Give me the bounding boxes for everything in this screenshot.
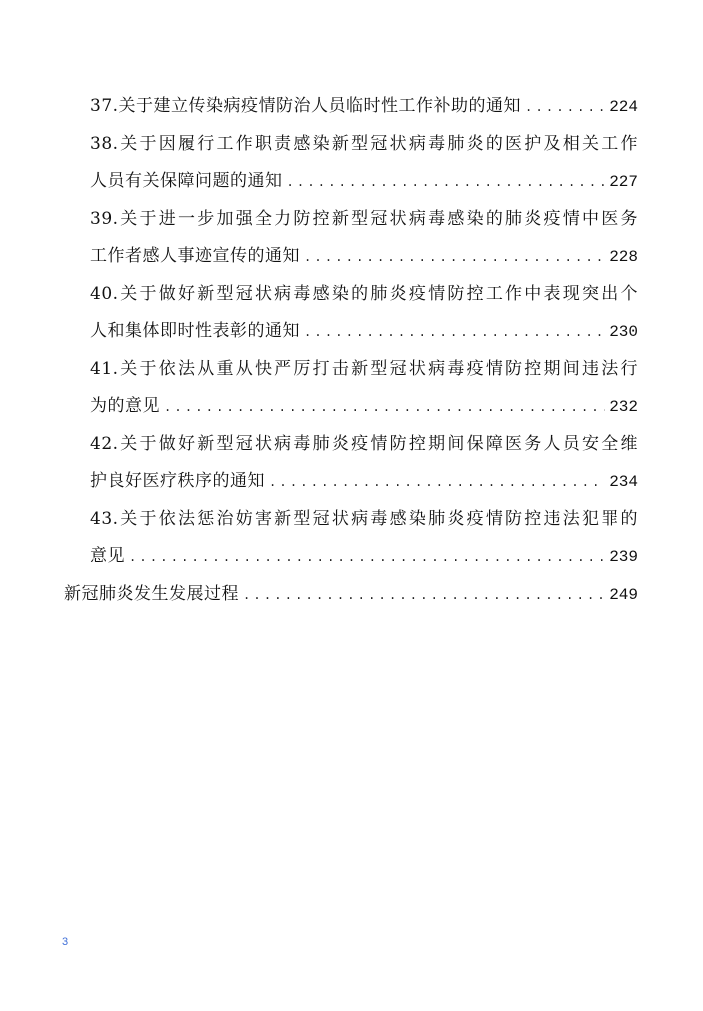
toc-entry-42-line2[interactable] bbox=[64, 463, 638, 501]
toc-entry-title: 42.关于做好新型冠状病毒肺炎疫情防控期间保障医务人员安全维 bbox=[90, 433, 638, 454]
toc-page-number: 234 bbox=[609, 473, 638, 491]
toc-page-number: 227 bbox=[609, 173, 638, 191]
toc-entry-43-line2[interactable] bbox=[64, 538, 638, 576]
toc-section-entry[interactable] bbox=[64, 576, 638, 614]
toc-entry-title-continued: 人员有关保障问题的通知 bbox=[90, 171, 283, 191]
toc-leader-dots bbox=[243, 577, 605, 614]
toc-entry-title-continued: 护良好医疗秩序的通知 bbox=[90, 471, 265, 491]
toc-page-number: 224 bbox=[609, 98, 638, 116]
toc-leader-dots bbox=[304, 314, 605, 351]
toc-entry-title-continued: 意见 bbox=[90, 546, 125, 566]
toc-leader-dots bbox=[287, 164, 606, 201]
toc-page-number: 249 bbox=[609, 585, 638, 604]
toc-leader-dots bbox=[164, 389, 605, 426]
toc-entry-42-line1[interactable] bbox=[64, 426, 638, 464]
toc-leader-dots bbox=[304, 239, 605, 276]
toc-page-number: 228 bbox=[609, 248, 638, 266]
table-of-contents bbox=[64, 88, 638, 613]
toc-entry-38-line2[interactable] bbox=[64, 163, 638, 201]
toc-entry-title-continued: 为的意见 bbox=[90, 396, 160, 416]
page-number-footer: 3 bbox=[62, 936, 69, 948]
toc-entry-title: 43.关于依法惩治妨害新型冠状病毒感染肺炎疫情防控违法犯罪的 bbox=[90, 508, 638, 529]
toc-entry-40-line2[interactable] bbox=[64, 313, 638, 351]
toc-entry-37[interactable] bbox=[64, 88, 638, 126]
toc-entry-title: 38.关于因履行工作职责感染新型冠状病毒肺炎的医护及相关工作 bbox=[90, 133, 638, 154]
toc-entry-43-line1[interactable] bbox=[64, 501, 638, 539]
toc-entry-39-line1[interactable] bbox=[64, 201, 638, 239]
toc-entry-title: 37.关于建立传染病疫情防治人员临时性工作补助的通知 bbox=[90, 96, 522, 116]
toc-entry-41-line2[interactable] bbox=[64, 388, 638, 426]
toc-section-title: 新冠肺炎发生发展过程 bbox=[64, 583, 239, 604]
toc-page-number: 232 bbox=[609, 398, 638, 416]
toc-entry-title-continued: 工作者感人事迹宣传的通知 bbox=[90, 246, 300, 266]
toc-leader-dots bbox=[525, 89, 605, 126]
toc-entry-title: 39.关于进一步加强全力防控新型冠状病毒感染的肺炎疫情中医务 bbox=[90, 208, 638, 229]
toc-entry-title-continued: 人和集体即时性表彰的通知 bbox=[90, 321, 300, 341]
toc-entry-40-line1[interactable] bbox=[64, 276, 638, 314]
toc-entry-39-line2[interactable] bbox=[64, 238, 638, 276]
toc-leader-dots bbox=[129, 539, 605, 576]
toc-entry-title: 41.关于依法从重从快严厉打击新型冠状病毒疫情防控期间违法行 bbox=[90, 358, 638, 379]
toc-leader-dots bbox=[269, 464, 605, 501]
toc-page-number: 230 bbox=[609, 323, 638, 341]
toc-entry-41-line1[interactable] bbox=[64, 351, 638, 389]
toc-entry-title: 40.关于做好新型冠状病毒感染的肺炎疫情防控工作中表现突出个 bbox=[90, 283, 638, 304]
toc-entry-38-line1[interactable] bbox=[64, 126, 638, 164]
toc-page-number: 239 bbox=[609, 548, 638, 566]
